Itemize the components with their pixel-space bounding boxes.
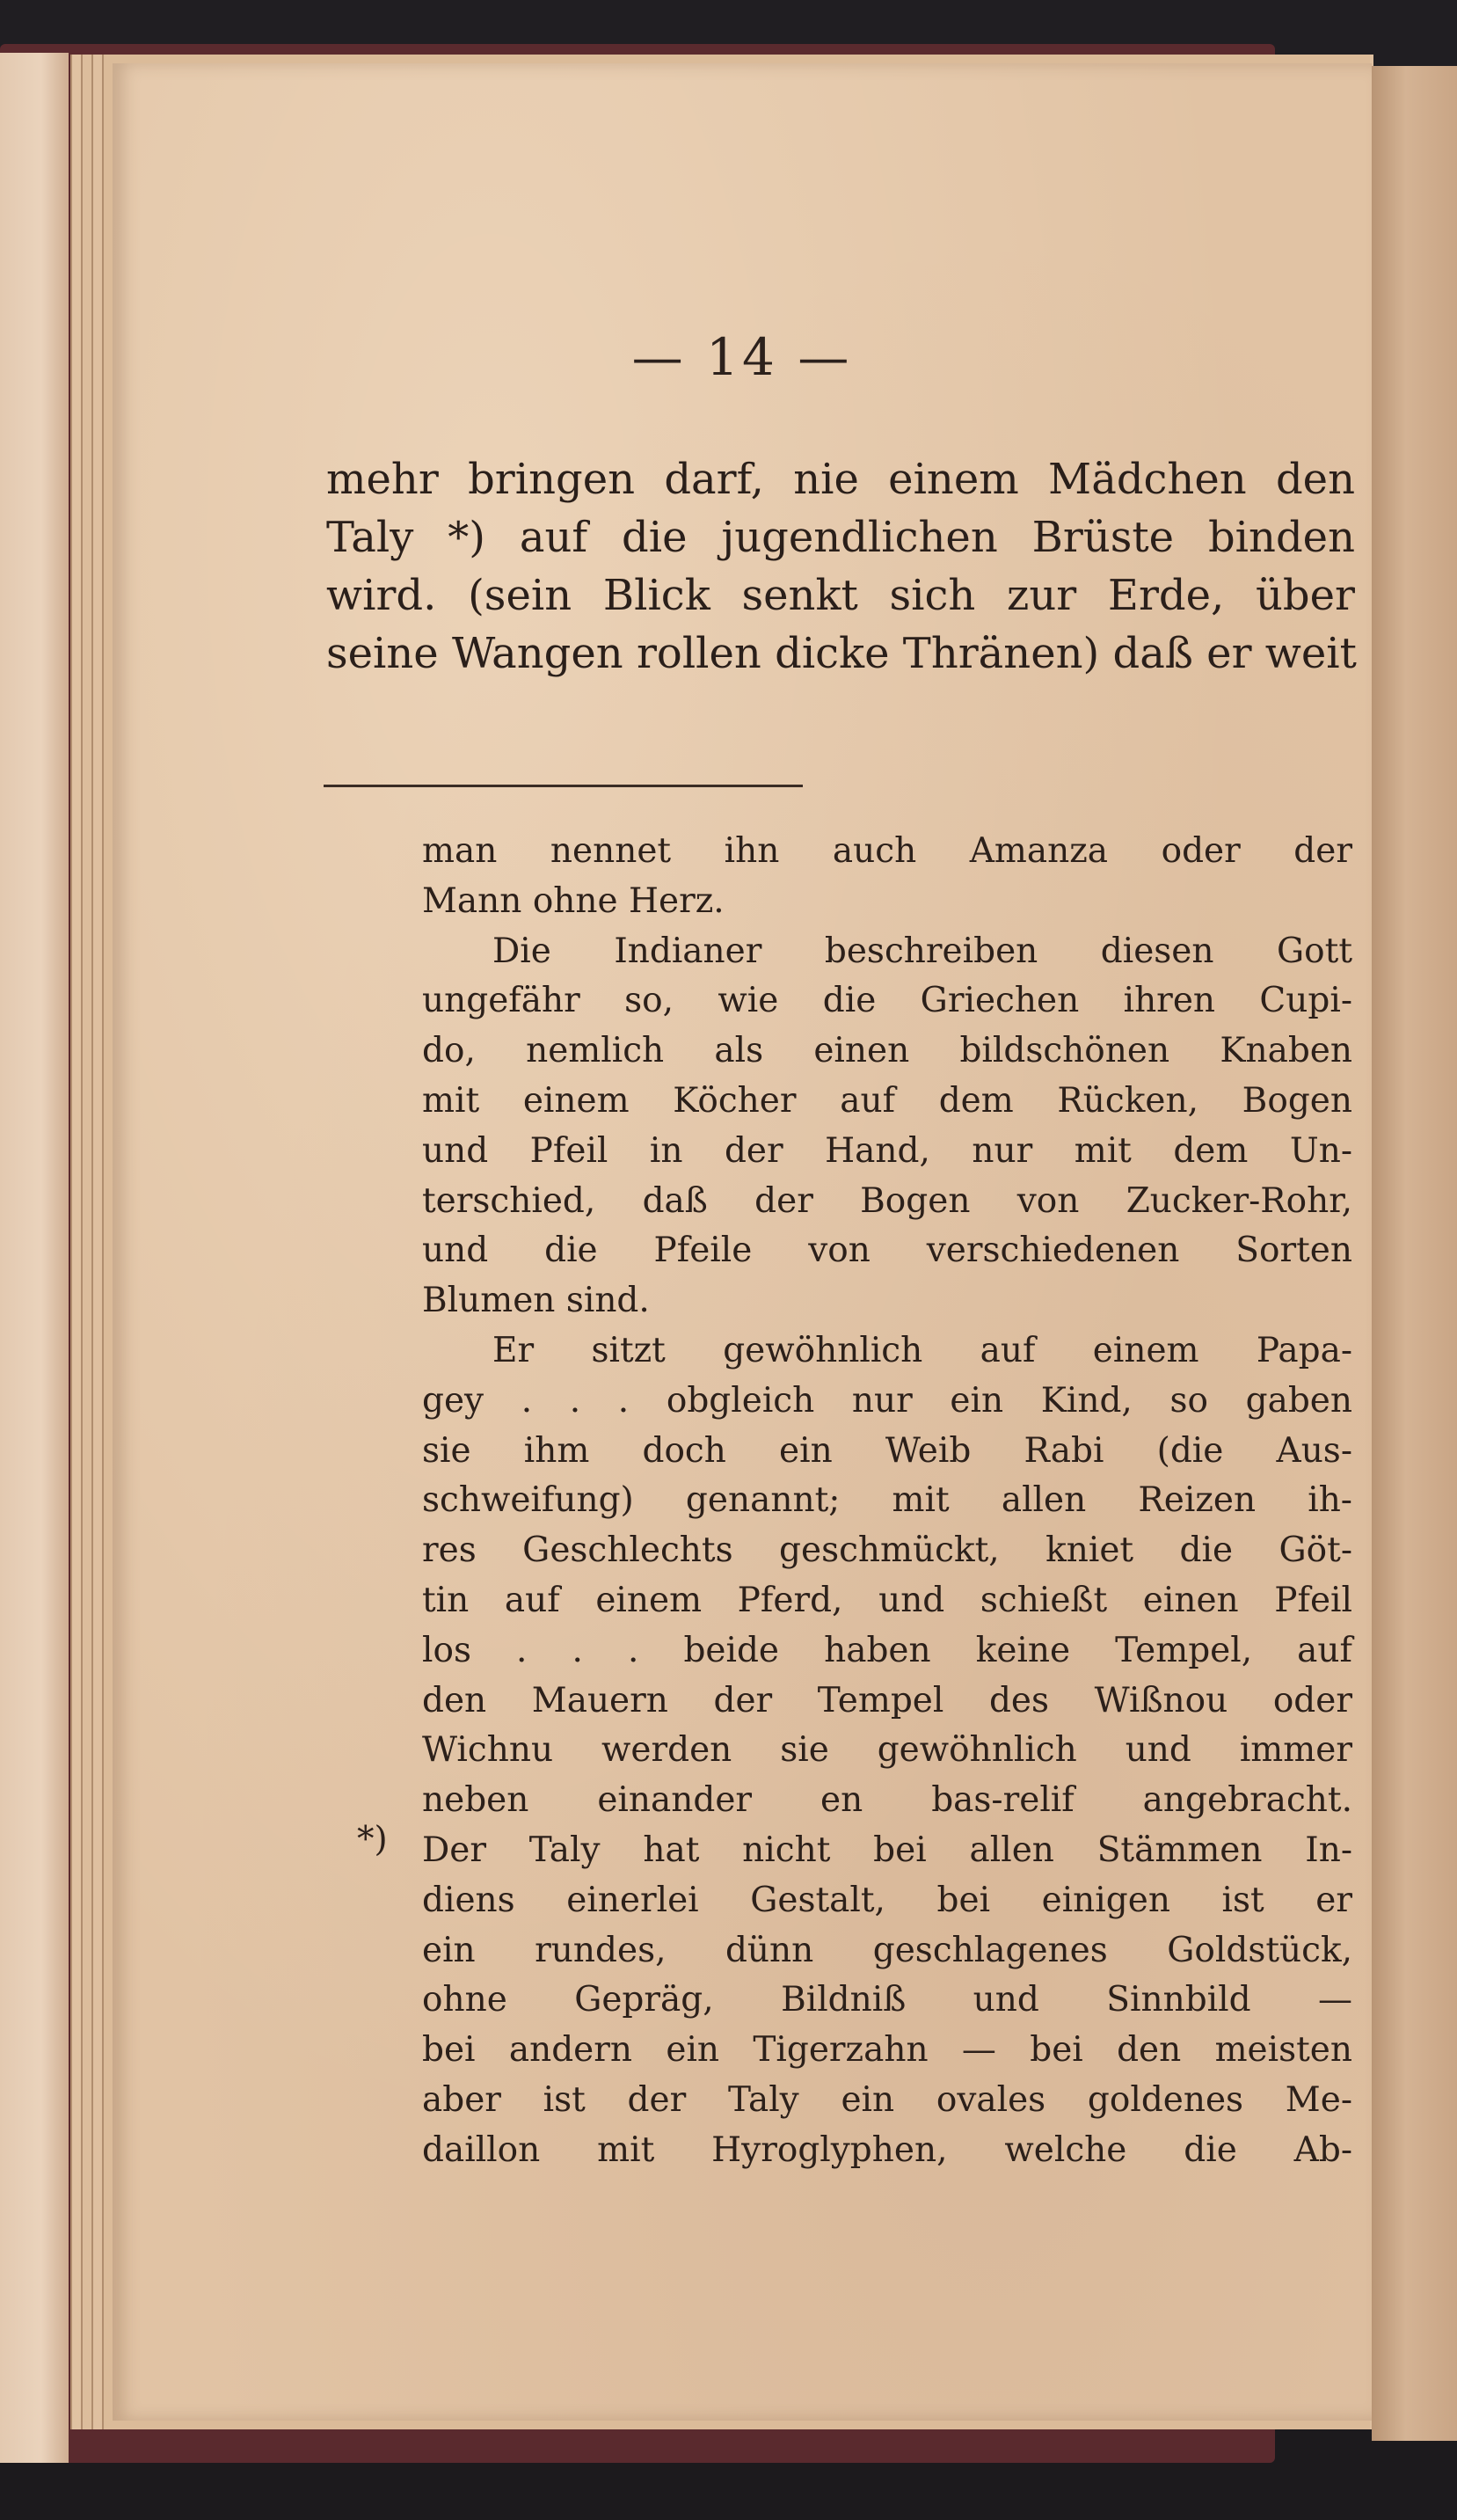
footnote-line: los . . . beide haben keine Tempel, auf (422, 1630, 1352, 1670)
footnote-line: schweifung) genannt; mit allen Reizen ih- (422, 1480, 1352, 1521)
main-text-line: mehr bringen darf, nie einem Mädchen den (326, 455, 1355, 504)
footnote-line: man nennet ihn auch Amanza oder der (422, 831, 1352, 871)
page-number: — 14 — (631, 327, 853, 387)
footnote-line: bei andern ein Tigerzahn — bei den meisten (422, 2030, 1352, 2071)
main-text (326, 450, 1355, 683)
footnote-line: und Pfeil in der Hand, nur mit dem Un- (422, 1130, 1352, 1171)
footnote-line: daillon mit Hyroglyphen, welche die Ab- (422, 2129, 1352, 2170)
footnote-line: ein rundes, dünn geschlagenes Goldstück, (422, 1930, 1352, 1970)
main-text-line: wird. (sein Blick senkt sich zur Erde, über (326, 571, 1355, 620)
footnote-line: ungefähr so, wie die Griechen ihren Cupi- (422, 981, 1352, 1021)
footnote-line: Wichnu werden sie gewöhnlich und immer (422, 1730, 1352, 1771)
next-page-edge (1372, 66, 1457, 2441)
footnote-line: Der Taly hat nicht bei allen Stämmen In- (422, 1830, 1352, 1870)
footnote-separator (324, 785, 803, 787)
footnote-line: do, nemlich als einen bildschönen Knaben (422, 1031, 1352, 1071)
footnote-line: den Mauern der Tempel des Wißnou oder (422, 1680, 1352, 1720)
footnote-line: Blumen sind. (422, 1281, 650, 1321)
footnote-line: und die Pfeile von verschiedenen Sorten (422, 1231, 1352, 1271)
main-text-line: seine Wangen rollen dicke Thränen) daß er weit (326, 629, 1357, 678)
footnote-line: gey . . . obgleich nur ein Kind, so gaben (422, 1380, 1352, 1421)
book-page (113, 63, 1372, 2421)
footnote-line: Die Indianer beschreiben diesen Gott (492, 931, 1352, 971)
footnote-line: diens einerlei Gestalt, bei einigen ist er (422, 1880, 1352, 1920)
footnote-line: sie ihm doch ein Weib Rabi (die Aus- (422, 1430, 1352, 1471)
footnote-line: Mann ohne Herz. (422, 880, 725, 921)
footnote-marker: *) (357, 1820, 388, 1859)
footnote-line: neben einander en bas-relif angebracht. (422, 1780, 1352, 1821)
footnote-line: aber ist der Taly ein ovales goldenes Me- (422, 2079, 1352, 2120)
main-text-line: Taly *) auf die jugendlichen Brüste binden (326, 513, 1355, 562)
left-page-edge (0, 53, 69, 2463)
footnote-line: ohne Gepräg, Bildniß und Sinnbild — (422, 1980, 1352, 2020)
footnote-line: res Geschlechts geschmückt, kniet die Göt- (422, 1530, 1352, 1571)
footnote-line: Er sitzt gewöhnlich auf einem Papa- (492, 1330, 1352, 1370)
footnote-line: tin auf einem Pferd, und schießt einen Pfeil (422, 1580, 1352, 1620)
footnote-line: terschied, daß der Bogen von Zucker-Rohr, (422, 1180, 1352, 1221)
footnote-text (422, 827, 1352, 2176)
footnote-line: mit einem Köcher auf dem Rücken, Bogen (422, 1080, 1352, 1121)
